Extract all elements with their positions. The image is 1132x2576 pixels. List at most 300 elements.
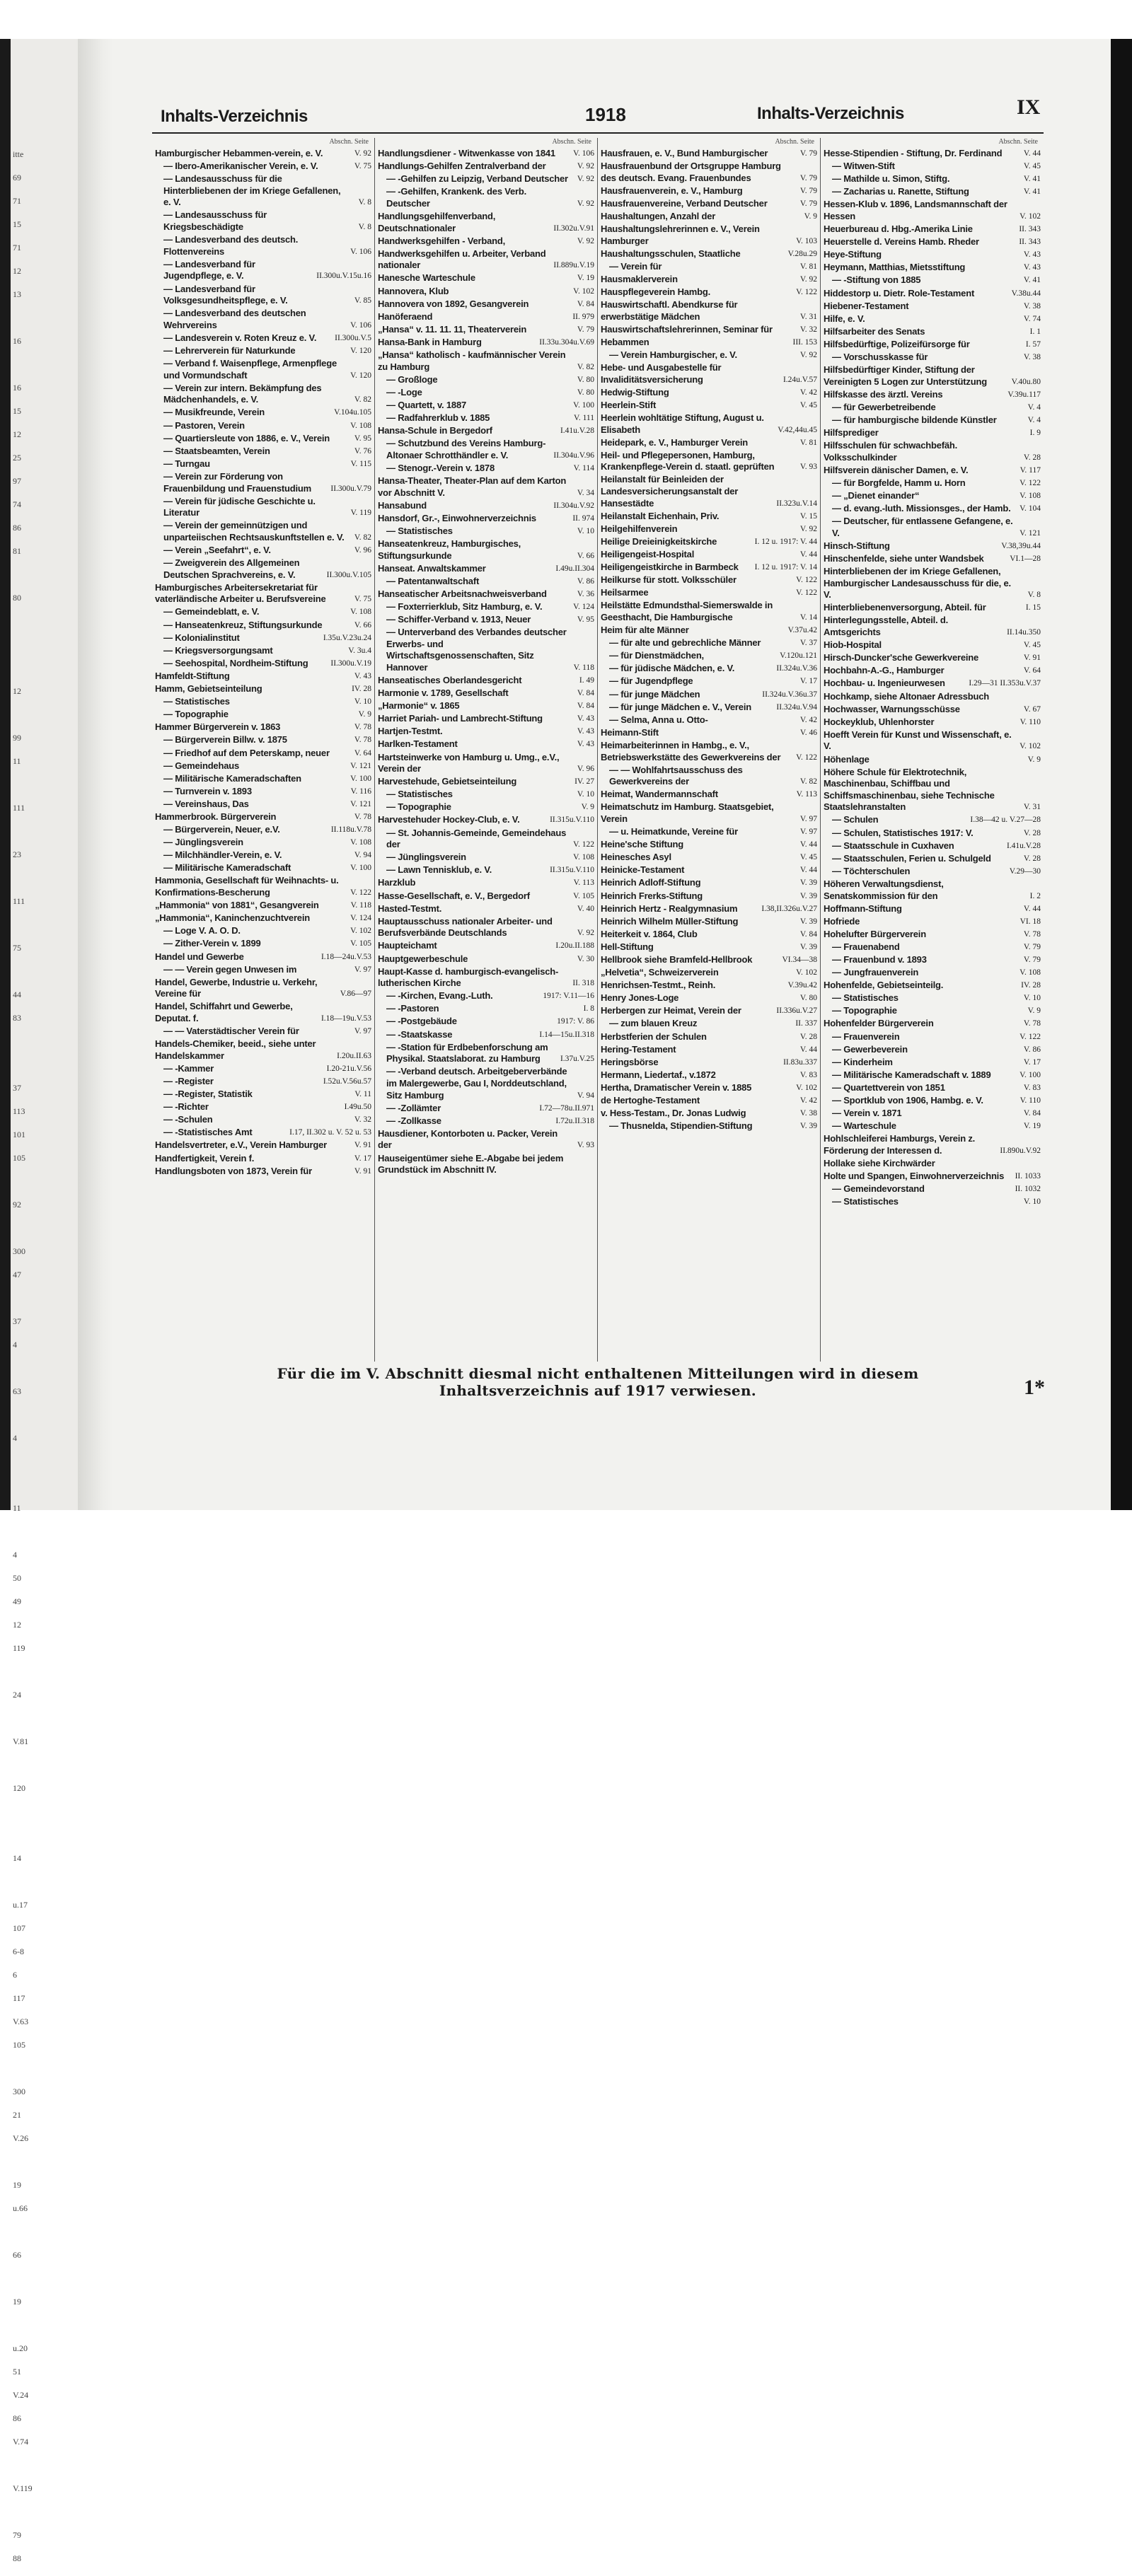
index-entry: [155, 496, 371, 519]
entry-reference: V. 9: [581, 803, 594, 812]
entry-title: — Statistisches: [386, 789, 453, 800]
index-entry: [378, 789, 594, 801]
index-entry: [155, 748, 371, 760]
entry-reference: V. 44: [799, 1045, 817, 1054]
entry-reference: I.38,II.326u.V.27: [761, 904, 817, 913]
entry-title: — -Statistisches Amt: [163, 1127, 253, 1138]
entry-reference: II.300u.V.5: [335, 333, 371, 342]
entry-title: — Gewerbeverein: [832, 1043, 908, 1055]
entry-title: Heil- und Pflegepersonen, Hamburg, Krankenpflege-Verein d. staatl. geprüften: [601, 449, 775, 472]
index-entry: [824, 967, 1041, 979]
entry-title: — Frauenbund v. 1893: [832, 954, 927, 965]
index-entry: [824, 1031, 1041, 1043]
margin-number: 47: [13, 1270, 21, 1280]
entry-reference: V. 42: [799, 388, 817, 397]
index-entry: [601, 362, 817, 385]
entry-title: — -Schulen: [163, 1114, 213, 1125]
entry-title: Heymann, Matthias, Mietsstiftung: [824, 262, 966, 273]
index-entry: [824, 1183, 1041, 1195]
entry-reference: V.39u.117: [1007, 390, 1041, 399]
entry-title: „Helvetia“, Schweizerverein: [601, 967, 719, 978]
entry-title: Hochkamp, siehe Altonaer Adressbuch: [824, 690, 990, 702]
entry-reference: V. 19: [1023, 1122, 1041, 1131]
margin-number: [13, 662, 76, 685]
entry-title: Handlungs-Gehilfen Zentralverband der: [378, 161, 546, 172]
margin-number: 69: [13, 173, 21, 182]
index-entry: [378, 248, 594, 272]
entry-reference: V. 40: [577, 904, 594, 913]
entry-reference: V. 116: [350, 787, 371, 796]
index-entry: [601, 1095, 817, 1107]
index-entry: [378, 513, 594, 525]
entry-title: Hilfskasse des ärztl. Vereins: [824, 388, 943, 400]
entry-title: — Musikfreunde, Verein: [163, 407, 265, 418]
margin-number: [13, 919, 76, 942]
entry-reference: V. 30: [577, 954, 594, 963]
index-entry: [824, 716, 1041, 729]
index-column-2: [375, 138, 598, 1362]
margin-number: 51: [13, 2367, 21, 2377]
entry-reference: III. 153: [792, 337, 817, 347]
index-entry: [155, 161, 371, 173]
entry-title: — Verein Hamburgischer, e. V.: [609, 349, 737, 360]
entry-reference: V. 100: [1020, 1070, 1041, 1079]
index-entry: [378, 776, 594, 788]
margin-number: [13, 1035, 76, 1059]
margin-number: 119: [13, 1643, 25, 1653]
entry-reference: V. 44: [1023, 149, 1041, 158]
entry-reference: V. 45: [1023, 641, 1041, 650]
entry-reference: V. 46: [799, 728, 817, 737]
index-entry: [155, 1166, 371, 1178]
index-entry: [824, 364, 1041, 388]
margin-number: 75: [13, 943, 21, 953]
entry-reference: I.35u.V.23u.24: [323, 633, 371, 642]
entry-reference: II. 1033: [1015, 1172, 1041, 1181]
entry-title: — Pastoren, Verein: [163, 419, 245, 431]
index-entry: [378, 627, 594, 673]
entry-reference: II.300u.V.15u.16: [316, 272, 371, 281]
entry-title: Hamm, Gebietseinteilung: [155, 683, 262, 695]
entry-title: Hilfsschulen für schwachbefäh. Volksschulkinder: [824, 440, 958, 463]
index-entry: [155, 811, 371, 823]
index-entry: [378, 1003, 594, 1015]
index-entry: [824, 465, 1041, 477]
column-head: Abschn. Seite: [998, 138, 1038, 146]
entry-reference: 1917: V.11—16: [543, 992, 594, 1001]
entry-title: — Frauenabend: [832, 941, 900, 952]
index-entry: [378, 990, 594, 1002]
entry-title: — Selma, Anna u. Otto-: [609, 714, 708, 725]
margin-number: 71: [13, 243, 21, 253]
entry-title: Heinrich Frerks-Stiftung: [601, 890, 703, 901]
entry-title: Hell-Stiftung: [601, 941, 654, 952]
entry-title: Handwerksgehilfen - Verband,: [378, 235, 506, 246]
entry-reference: V. 92: [799, 524, 817, 533]
index-entry: [378, 186, 594, 209]
index-entry: [378, 563, 594, 575]
entry-title: — für jüdische Mädchen, e. V.: [609, 663, 735, 674]
entry-title: — Unterverband des Verbandes deutscher Erwerbs- und Wirtschaftsgenossenschaften, Sitz Hannover: [386, 627, 567, 673]
margin-number: [13, 1712, 76, 1736]
entry-title: Hasted-Testmt.: [378, 903, 442, 914]
index-entry: [378, 726, 594, 738]
index-entry: [378, 752, 594, 775]
index-entry: [601, 474, 817, 509]
entry-title: Hartjen-Testmt.: [378, 726, 443, 737]
index-entry: [824, 249, 1041, 261]
index-entry: [378, 311, 594, 323]
entry-reference: V. 108: [350, 421, 371, 430]
entry-title: — für Gewerbetreibende: [832, 401, 936, 412]
entry-reference: V. 102: [1020, 742, 1041, 751]
index-entry: [378, 890, 594, 903]
index-entry: [601, 1057, 817, 1069]
index-entry: [155, 773, 371, 785]
index-entry: [601, 1044, 817, 1056]
index-entry: [824, 840, 1041, 852]
entry-title: — Bürgerverein Billw. v. 1875: [163, 734, 287, 745]
entry-title: Handlungsboten von 1873, Verein für: [155, 1165, 312, 1176]
index-entry: [824, 236, 1041, 248]
index-entry: [378, 713, 594, 725]
margin-number: 50: [13, 1573, 21, 1583]
entry-reference: V. 84: [577, 702, 594, 711]
entry-title: Heimarbeiterinnen in Hambg., e. V., Betriebswerkstätte des Gewerkvereins der: [601, 739, 781, 762]
entry-reference: V. 84: [1023, 1109, 1041, 1118]
margin-number: 12: [13, 1620, 21, 1630]
entry-title: Herbstferien der Schulen: [601, 1031, 707, 1042]
entry-reference: II. 343: [1019, 238, 1041, 247]
entry-reference: V. 44: [799, 550, 817, 559]
entry-title: — Kinderheim: [832, 1056, 893, 1067]
index-entry: [378, 425, 594, 437]
entry-reference: V. 97: [354, 1027, 371, 1036]
entry-title: — Vereinshaus, Das: [163, 798, 249, 809]
entry-reference: V. 79: [577, 325, 594, 334]
entry-reference: V. 43: [1023, 263, 1041, 272]
entry-reference: VI.1—28: [1010, 555, 1041, 563]
entry-reference: V. 41: [1023, 175, 1041, 184]
index-entry: [155, 332, 371, 344]
index-entry: [601, 929, 817, 941]
entry-reference: V. 3u.4: [348, 646, 371, 655]
entry-reference: V. 37: [799, 639, 817, 648]
index-entry: [824, 1120, 1041, 1132]
entry-title: Hamburgisches Arbeitersekretariat für vaterländische Arbeiter u. Berufsvereine: [155, 581, 326, 605]
entry-title: — Statistisches: [832, 992, 899, 1004]
entry-title: — -Zollkasse: [386, 1115, 441, 1126]
entry-reference: V. 85: [354, 296, 371, 306]
entry-reference: V. 39: [799, 917, 817, 926]
entry-title: Hiddestorp u. Dietr. Role-Testament: [824, 287, 975, 298]
index-entry: [824, 929, 1041, 941]
entry-title: Handel, Schiffahrt und Gewerbe, Deputat. f.: [155, 1001, 293, 1023]
index-entry: [824, 503, 1041, 515]
index-entry: [601, 412, 817, 436]
entry-title: Heinrich Adloff-Stiftung: [601, 877, 701, 888]
entry-reference: I.20-21u.V.56: [326, 1064, 371, 1073]
margin-number: 300: [13, 2087, 25, 2096]
entry-title: Hering-Testament: [601, 1043, 676, 1055]
entry-reference: V. 17: [354, 1154, 371, 1163]
entry-title: — Radfahrerklub v. 1885: [386, 412, 490, 423]
entry-reference: V. 93: [799, 463, 817, 472]
index-entry: [155, 938, 371, 950]
entry-reference: V. 11: [354, 1090, 371, 1099]
entry-reference: V. 121: [350, 799, 371, 808]
gutter-shadow: [78, 39, 113, 1510]
entry-title: Hessen-Klub v. 1896, Landsmannschaft der Hessen: [824, 199, 1007, 221]
entry-title: — Vorschusskasse für: [832, 352, 928, 362]
index-entry: [155, 696, 371, 708]
entry-reference: I.72—78u.II.971: [539, 1103, 594, 1113]
entry-title: Heiligengeist-Hospital: [601, 549, 695, 559]
entry-title: Haushaltungen, Anzahl der: [601, 210, 716, 221]
index-entry: [824, 866, 1041, 878]
index-entry: [155, 1153, 371, 1165]
entry-title: „Hansa“ v. 11. 11. 11, Theaterverein: [378, 323, 527, 335]
index-entry: [155, 1026, 371, 1038]
entry-title: Heuerbureau d. Hbg.-Amerika Linie: [824, 224, 973, 235]
entry-title: Hauptausschuss nationaler Arbeiter- und Berufsverbände Deutschlands: [378, 915, 553, 939]
index-entry: [155, 760, 371, 772]
entry-title: Heye-Stiftung: [824, 249, 882, 260]
index-entry: [601, 437, 817, 449]
index-entry: [601, 890, 817, 903]
facing-page-numbers: [13, 149, 76, 2576]
entry-reference: V. 97: [799, 814, 817, 823]
index-entry: [601, 387, 817, 399]
entry-title: Henry Jones-Loge: [601, 992, 679, 1004]
entry-title: — Verein zur intern. Bekämpfung des Mädchenhandels, e. V.: [163, 382, 322, 405]
entry-reference: V. 82: [577, 362, 594, 371]
index-entry: [824, 1018, 1041, 1030]
entry-title: — d. evang.-luth. Missionsges., der Hamb.: [832, 503, 1011, 514]
entry-title: Hilfsverein dänischer Damen, e. V.: [824, 464, 969, 475]
margin-number: 88: [13, 2553, 21, 2563]
entry-reference: II. 1032: [1015, 1185, 1041, 1194]
entry-reference: V. 39: [799, 891, 817, 900]
entry-title: — Turngau: [163, 458, 210, 469]
entry-reference: V. 122: [796, 588, 817, 598]
index-entry: [155, 632, 371, 644]
entry-title: — Schulen: [832, 814, 879, 825]
margin-number: 16: [13, 336, 21, 346]
entry-reference: V. 94: [577, 1091, 594, 1100]
entry-title: Hausfrauenbund der Ortsgruppe Hamburg des deutsch. Evang. Frauenbundes: [601, 161, 781, 183]
entry-reference: V.39u.42: [787, 981, 817, 990]
margin-number: 92: [13, 1200, 21, 1209]
entry-title: Hausfrauenverein, e. V., Hamburg: [601, 185, 743, 196]
entry-title: — Stenogr.-Verein v. 1878: [386, 462, 495, 473]
index-entry: [378, 916, 594, 939]
margin-number: 24: [13, 1690, 21, 1700]
entry-title: — für Jugendpflege: [609, 675, 693, 687]
entry-title: — -Zollämter: [386, 1102, 441, 1113]
index-entry: [601, 675, 817, 687]
entry-reference: V. 91: [1023, 654, 1041, 663]
entry-title: — Patentanwaltschaft: [386, 575, 480, 586]
index-entry: [601, 727, 817, 739]
entry-reference: V. 80: [577, 388, 594, 397]
entry-reference: I.29—31 II.353u.V.37: [969, 679, 1041, 688]
margin-number: 107: [13, 1923, 25, 1933]
entry-title: — Landesverband des deutsch. Flottenvereins: [163, 234, 299, 257]
entry-title: — Topographie: [832, 1005, 897, 1016]
entry-title: Handelsvertreter, e.V., Verein Hamburger: [155, 1139, 327, 1151]
entry-title: Hollake siehe Kirchwärder: [824, 1158, 935, 1168]
entry-reference: V. 108: [350, 608, 371, 617]
margin-number: 83: [13, 1013, 21, 1023]
index-entry: [601, 248, 817, 260]
index-entry: [601, 261, 817, 273]
index-entry: [155, 582, 371, 605]
entry-title: Hammonia, Gesellschaft für Weihnachts- u. Konfirmations-Bescherung: [155, 875, 339, 898]
index-entry: [378, 1029, 594, 1041]
entry-title: Haupteichamt: [378, 940, 437, 951]
entry-reference: V. 102: [796, 968, 817, 977]
margin-number: 97: [13, 476, 21, 486]
index-entry: [378, 864, 594, 876]
entry-reference: V. 108: [573, 853, 594, 862]
index-entry: [601, 324, 817, 336]
index-entry: [601, 877, 817, 889]
entry-reference: V. 92: [577, 162, 594, 171]
entry-title: — -Richter: [163, 1101, 209, 1113]
entry-reference: V. 31: [799, 312, 817, 321]
entry-reference: V. 8: [358, 223, 371, 232]
entry-reference: V. 81: [799, 438, 817, 447]
entry-title: — Schutzbund des Vereins Hamburg-Altonaer Schrotthändler e. V.: [386, 438, 546, 460]
entry-reference: I. 1: [1029, 327, 1041, 336]
entry-title: — -Register: [163, 1075, 214, 1086]
entry-title: — Seehospital, Nordheim-Stiftung: [163, 657, 308, 668]
margin-number: [13, 1526, 76, 1549]
index-entry: [601, 349, 817, 361]
entry-reference: VI. 18: [1020, 917, 1041, 926]
index-entry: [155, 1038, 371, 1062]
entry-reference: V. 111: [574, 413, 594, 422]
index-entry: [378, 738, 594, 750]
index-entry: [601, 801, 817, 825]
entry-reference: V. 97: [354, 965, 371, 974]
index-entry: [155, 1089, 371, 1101]
index-entry: [824, 389, 1041, 401]
entry-title: Hohenfelder Bürgerverein: [824, 1018, 934, 1029]
index-entry: [824, 980, 1041, 992]
entry-title: — Verein zur Förderung von Frauenbildung und Frauenstudium: [163, 470, 312, 494]
index-entry: [378, 614, 594, 626]
entry-reference: V. 106: [350, 320, 371, 330]
entry-title: Heinesches Asyl: [601, 852, 671, 863]
entry-title: — -Loge: [386, 386, 422, 398]
entry-reference: V. 38: [1023, 353, 1041, 361]
entry-reference: IV. 27: [574, 777, 594, 787]
margin-number: [13, 2459, 76, 2483]
margin-number: 15: [13, 219, 21, 229]
entry-reference: II.324u.V.36u.37: [762, 690, 817, 699]
margin-number: V.81: [13, 1736, 29, 1746]
index-entry: [824, 1082, 1041, 1094]
entry-reference: V. 8: [358, 198, 371, 207]
entry-title: Haupt-Kasse d. hamburgisch-evangelisch-lutherischen Kirche: [378, 965, 559, 989]
index-entry: [155, 1114, 371, 1126]
index-entry: [824, 161, 1041, 173]
index-entry: [378, 337, 594, 349]
entry-title: — — Vaterstädtischer Verein für: [163, 1026, 299, 1037]
margin-number: [13, 1292, 76, 1316]
entry-reference: I. 9: [1029, 429, 1041, 438]
index-entry: [155, 849, 371, 861]
entry-reference: II. 979: [572, 312, 594, 321]
index-entry: [378, 412, 594, 424]
entry-title: Hansdorf, Gr.-, Einwohnerverzeichnis: [378, 512, 536, 523]
entry-reference: V. 43: [577, 740, 594, 749]
entry-title: Hiebener-Testament: [824, 300, 909, 311]
index-entry: [378, 298, 594, 311]
entry-title: — u. Heimatkunde, Vereine für: [609, 826, 739, 837]
entry-title: — Witwen-Stift: [832, 161, 895, 172]
margin-number: 120: [13, 1783, 25, 1793]
entry-reference: V. 121: [1020, 528, 1041, 538]
entry-reference: V. 110: [1020, 717, 1041, 726]
entry-reference: V. 79: [1023, 956, 1041, 964]
entry-title: Hartsteinwerke von Hamburg u. Umg., e.V., Verein der: [378, 751, 560, 774]
index-entry: [155, 209, 371, 233]
entry-reference: V. 42: [799, 715, 817, 724]
entry-reference: V. 95: [354, 434, 371, 443]
entry-reference: V. 44: [799, 840, 817, 849]
index-column-1: [152, 138, 375, 1362]
entry-reference: V. 78: [1023, 1019, 1041, 1028]
entry-reference: I. 12 u. 1917: V. 44: [754, 537, 817, 546]
index-entry: [824, 313, 1041, 325]
entry-title: „Hammonia“ von 1881“, Gesangverein: [155, 900, 319, 911]
entry-reference: V. 108: [1020, 968, 1041, 977]
index-entry: [824, 814, 1041, 826]
index-entry: [824, 262, 1041, 274]
entry-reference: V. 84: [577, 689, 594, 698]
entry-reference: I.37u.V.25: [560, 1055, 594, 1064]
entry-title: — -Kirchen, Evang.-Luth.: [386, 990, 493, 1002]
entry-title: — Statistisches: [163, 696, 230, 707]
entry-title: Hansa-Schule in Bergedorf: [378, 425, 492, 436]
entry-reference: V. 81: [799, 262, 817, 271]
entry-reference: V. 96: [577, 765, 594, 774]
index-entry: [378, 828, 594, 851]
entry-title: Hockeyklub, Uhlenhorster: [824, 716, 935, 727]
entry-title: Höhenlage: [824, 753, 870, 765]
margin-number: [13, 709, 76, 732]
margin-number: 105: [13, 1153, 25, 1163]
index-entry: [601, 954, 817, 966]
entry-title: — -Station für Erdbebenforschung am Physikal. Staatslaborat. zu Hamburg: [386, 1041, 548, 1064]
index-entry: [601, 1031, 817, 1043]
entry-reference: V. 106: [573, 149, 594, 158]
entry-title: Holte und Spangen, Einwohnerverzeichnis: [824, 1171, 1005, 1182]
entry-reference: V. 93: [577, 1141, 594, 1150]
index-entry: [155, 1063, 371, 1075]
entry-title: — -Staatskasse: [386, 1028, 453, 1040]
entry-title: — für alte und gebrechliche Männer: [609, 637, 761, 649]
footer-note: Für die im V. Abschnitt diesmal nicht enthaltenen Mitteilungen wird in diesem Inhaltsverzeichnis auf 1917 verwiesen.: [277, 1365, 919, 1399]
index-entry: [824, 553, 1041, 565]
entry-title: Harzklub: [378, 877, 416, 888]
entry-reference: V. 39: [799, 1122, 817, 1131]
entry-reference: V. 122: [573, 840, 594, 849]
entry-reference: V. 113: [573, 878, 594, 888]
